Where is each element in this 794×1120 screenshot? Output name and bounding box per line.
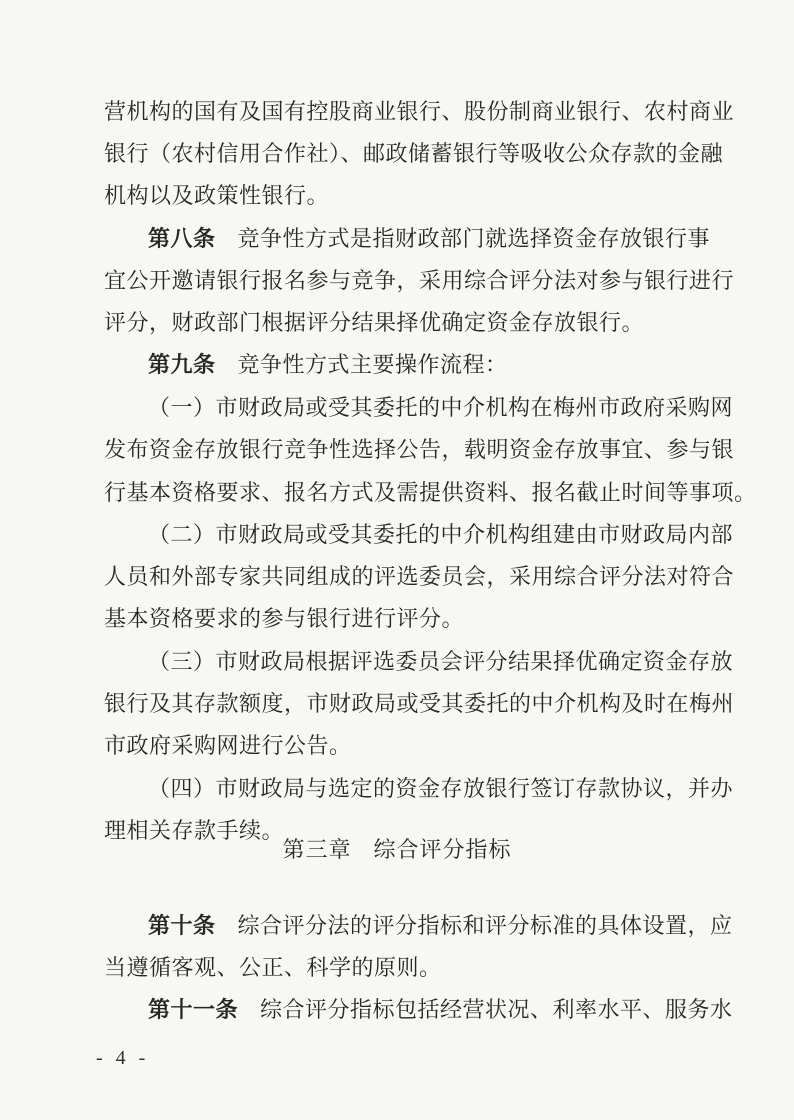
article-10-text: 综合评分法的评分指标和评分标准的具体设置，应: [237, 914, 733, 939]
body-line: 评分，财政部门根据评分结果择优确定资金存放银行。: [104, 311, 645, 336]
article-11-line: [148, 996, 733, 1026]
article-11-text: 综合评分指标包括经营状况、利率水平、服务水: [260, 998, 733, 1023]
article-10-line: [148, 912, 733, 942]
item-3-line: （三）市财政局根据评选委员会评分结果择优确定资金存放: [148, 650, 734, 675]
article-8-title: 第八条: [148, 227, 216, 252]
body-line: 人员和外部专家共同组成的评选委员会，采用综合评分法对符合: [104, 565, 735, 590]
chapter-number: 第三章: [282, 838, 352, 863]
body-line: 营机构的国有及国有控股商业银行、股份制商业银行、农村商业: [104, 100, 735, 125]
chapter-title: 综合评分指标: [373, 838, 512, 863]
body-line: 理相关存款手续。: [104, 819, 285, 844]
article-8-text: 竞争性方式是指财政部门就选择资金存放银行事: [237, 227, 711, 252]
body-line: 银行及其存款额度，市财政局或受其委托的中介机构及时在梅州: [104, 692, 735, 717]
item-4-line: （四）市财政局与选定的资金存放银行签订存款协议，并办: [148, 777, 734, 802]
body-line: 基本资格要求的参与银行进行评分。: [104, 607, 465, 632]
page-number: - 4 -: [96, 1047, 150, 1069]
article-8-line: [148, 225, 711, 255]
body-line: 宜公开邀请银行报名参与竞争，采用综合评分法对参与银行进行: [104, 269, 735, 294]
body-line: 市政府采购网进行公告。: [104, 734, 352, 759]
article-9-title: 第九条: [148, 353, 216, 378]
body-line: 银行（农村信用合作社）、邮政储蓄银行等吸收公众存款的金融: [104, 142, 724, 167]
article-11-title: 第十一条: [148, 998, 239, 1023]
body-line: 当遵循客观、公正、科学的原则。: [104, 956, 442, 981]
article-9-line: [148, 351, 694, 381]
body-line: 机构以及政策性银行。: [104, 184, 330, 209]
chapter-heading: [0, 836, 794, 866]
body-line: 行基本资格要求、报名方式及需提供资料、报名截止时间等事项。: [104, 481, 757, 506]
item-1-line: （一）市财政局或受其委托的中介机构在梅州市政府采购网: [148, 396, 734, 421]
article-10-title: 第十条: [148, 914, 216, 939]
body-line: 发布资金存放银行竞争性选择公告，载明资金存放事宜、参与银: [104, 438, 735, 463]
article-9-text: 竞争性方式主要操作流程：: [237, 353, 508, 378]
item-2-line: （二）市财政局或受其委托的中介机构组建由市财政局内部: [148, 523, 734, 548]
